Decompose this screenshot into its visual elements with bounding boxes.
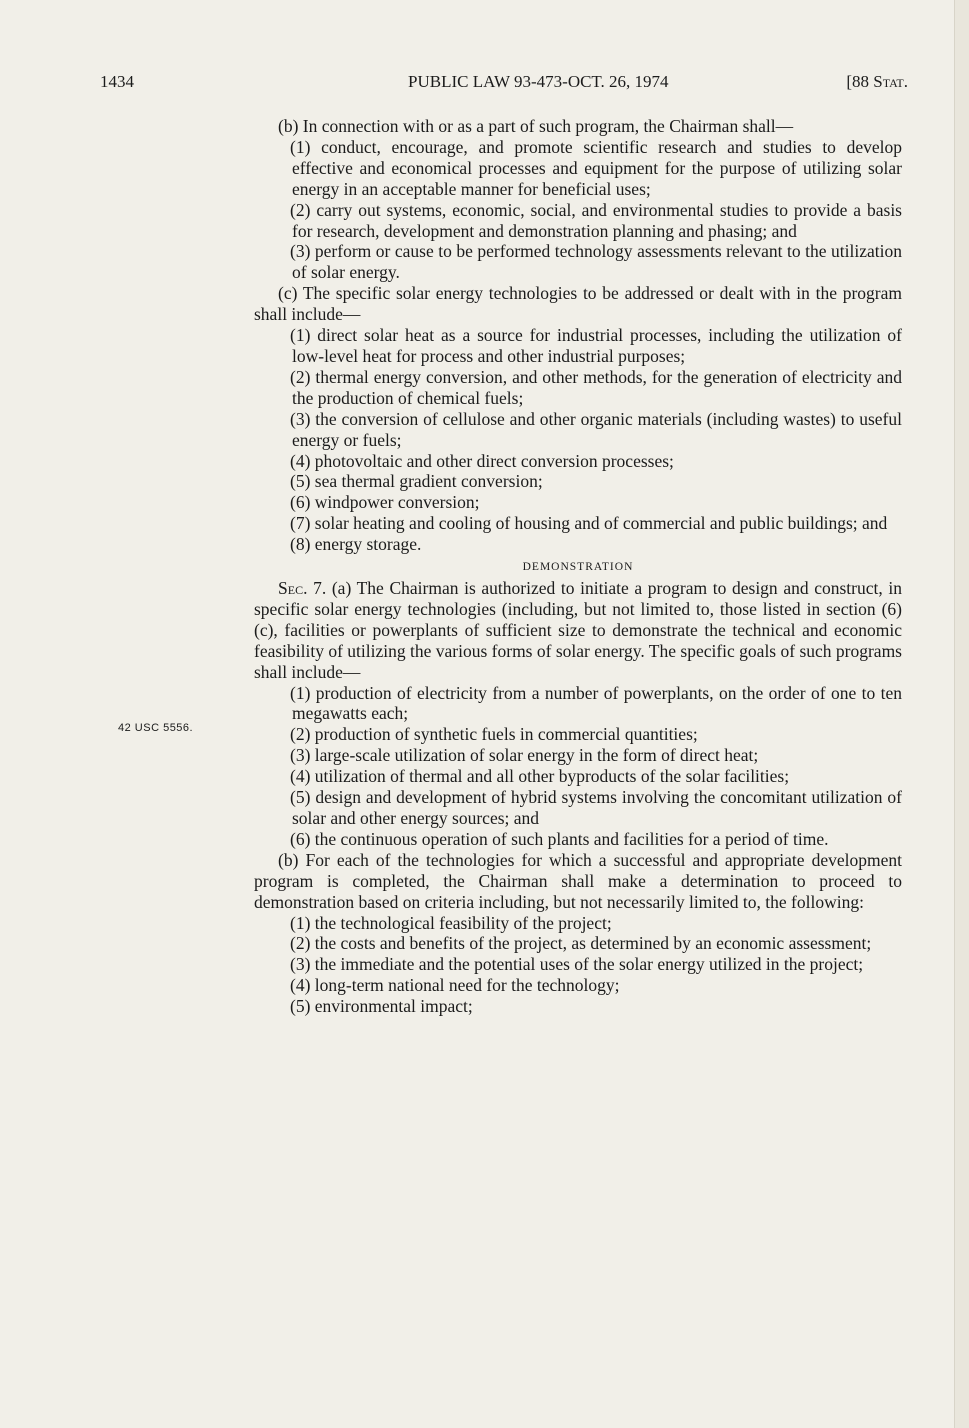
section-6b-item: (2) carry out systems, economic, social, and environmental studies to provide a basis for research, development and demonstration planning and phasing; and [290, 199, 902, 241]
page-edge [954, 0, 969, 1428]
section-6c-item: (7) solar heating and cooling of housing and of commercial and public buildings; and [290, 513, 888, 534]
section-7a-item: (6) the continuous operation of such plants and facilities for a period of time. [290, 828, 829, 849]
section-6b-intro: (b) In connection with or as a part of such program, the Chairman shall— [278, 116, 794, 136]
section-7a-item: (2) production of synthetic fuels in commercial quantities; [290, 724, 698, 745]
section-6c-item: (6) windpower conversion; [290, 492, 480, 513]
stat-reference: [88 Stat. [846, 72, 908, 91]
heading-demonstration: DEMONSTRATION [522, 561, 634, 574]
section-6b-item: (1) conduct, encourage, and promote scientific research and studies to develop effective and economical processes and equipment for the purpose of utilizing solar energy in an acceptable manner for beneficial uses; [290, 136, 902, 199]
section-7b-intro: (b) For each of the technologies for which a successful and appropriate development program is completed, the Chairman shall make a determination to proceed to demonstration based on criteria including, but not necessarily limited to, the following: [254, 849, 902, 912]
section-7a-intro [254, 578, 902, 683]
section-7b-item: (3) the immediate and the potential uses of the solar energy utilized in the project; [290, 954, 864, 975]
section-6c-item: (2) thermal energy conversion, and other methods, for the generation of electricity and the production of chemical fuels; [290, 366, 902, 408]
margin-note-usc: 42 USC 5556. [118, 722, 194, 734]
document-body [254, 116, 902, 1017]
page-header [100, 72, 908, 98]
section-7a-item: (5) design and development of hybrid systems involving the concomitant utilization of solar and other energy sources; and [290, 787, 902, 828]
section-6c-item: (5) sea thermal gradient conversion; [290, 471, 543, 492]
section-7b-item: (4) long-term national need for the technology; [290, 975, 620, 996]
section-7-label: Sec. 7. [278, 578, 327, 599]
page-number: 1434 [100, 72, 134, 91]
section-6c-item: (3) the conversion of cellulose and other organic materials (including wastes) to useful energy or fuels; [290, 408, 902, 450]
section-6b-item: (3) perform or cause to be performed technology assessments relevant to the utilization of solar energy. [290, 241, 902, 283]
section-6c-item: (8) energy storage. [290, 534, 422, 555]
section-6c-intro: (c) The specific solar energy technologies to be addressed or dealt with in the program shall include— [254, 283, 902, 325]
section-7b-item: (5) environmental impact; [290, 996, 473, 1017]
section-7a-item: (3) large-scale utilization of solar energy in the form of direct heat; [290, 745, 759, 766]
section-7b-item: (2) the costs and benefits of the project, as determined by an economic assessment; [290, 933, 872, 954]
section-6c-item: (1) direct solar heat as a source for industrial processes, including the utilization of low-level heat for process and other industrial purposes; [290, 325, 902, 366]
section-7a-item: (1) production of electricity from a number of powerplants, on the order of one to ten megawatts each; [290, 682, 902, 724]
section-7a-item: (4) utilization of thermal and all other byproducts of the solar facilities; [290, 766, 790, 787]
section-7b-item: (1) the technological feasibility of the project; [290, 912, 612, 933]
header-title: PUBLIC LAW 93-473-OCT. 26, 1974 [408, 72, 669, 91]
section-7a-text: (a) The Chairman is authorized to initiate a program to design and construct, in specific solar energy technologies (including, but not limited to, those listed in section (6)(c), facilities or powerplants of sufficient size to demonstrate the technical and economic feasibility of utilizing the various forms of solar energy. The specific goals of such programs shall include— [254, 578, 902, 682]
section-6c-item: (4) photovoltaic and other direct conversion processes; [290, 450, 674, 471]
